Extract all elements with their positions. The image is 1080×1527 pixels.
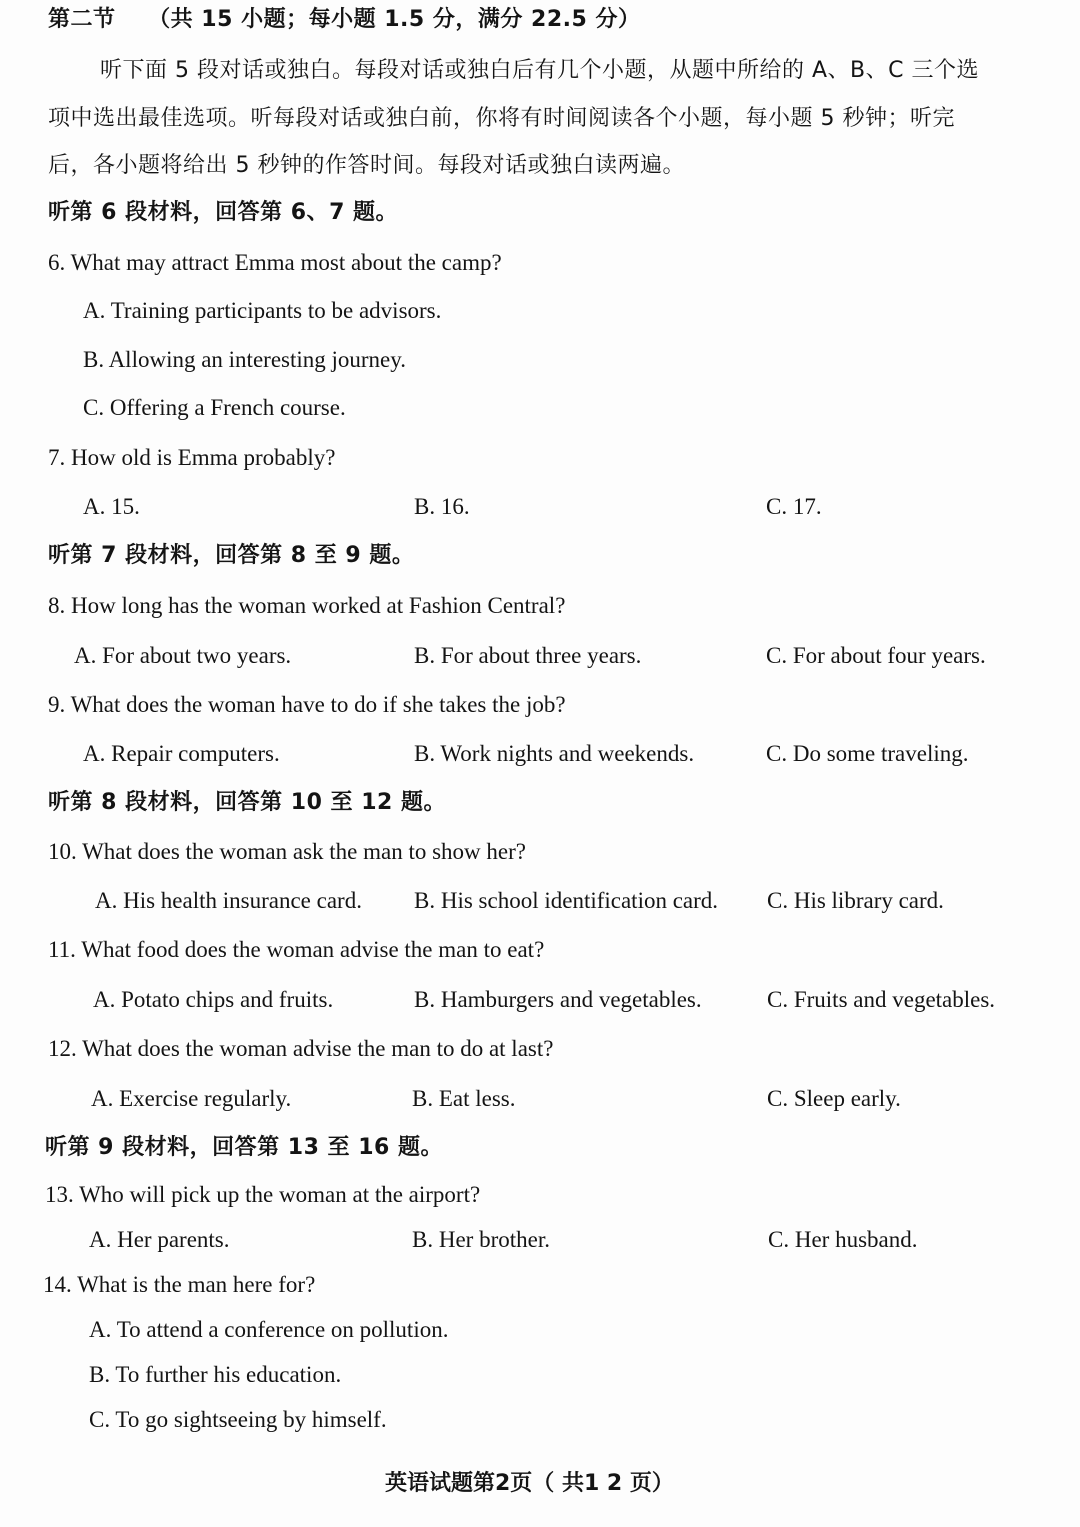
question-6-option-b: B. Allowing an interesting journey. [83, 347, 407, 372]
question-7-option-c: C. 17. [766, 494, 822, 519]
question-10-option-c: C. His library card. [767, 888, 944, 913]
group-intro-6: 听第 6 段材料，回答第 6、7 题。 [48, 200, 399, 225]
group-intro-8: 听第 8 段材料，回答第 10 至 12 题。 [48, 790, 446, 815]
question-6-option-c: C. Offering a French course. [83, 395, 346, 420]
question-13-option-b: B. Her brother. [412, 1227, 550, 1252]
group-intro-7: 听第 7 段材料，回答第 8 至 9 题。 [48, 543, 415, 568]
question-9-option-a: A. Repair computers. [83, 741, 280, 766]
question-12-option-b: B. Eat less. [412, 1086, 516, 1111]
question-12-option-a: A. Exercise regularly. [91, 1086, 292, 1111]
question-10-stem: 10. What does the woman ask the man to show her? [48, 839, 526, 864]
question-14-option-b: B. To further his education. [89, 1362, 342, 1387]
question-8-option-b: B. For about three years. [414, 643, 642, 668]
question-9-option-c: C. Do some traveling. [766, 741, 969, 766]
question-14-stem: 14. What is the man here for? [43, 1272, 316, 1297]
question-14-option-c: C. To go sightseeing by himself. [89, 1407, 387, 1432]
question-8-stem: 8. How long has the woman worked at Fashion Central? [48, 593, 566, 618]
section-heading: 第二节 （共 15 小题；每小题 1.5 分，满分 22.5 分） [48, 7, 641, 32]
question-12-stem: 12. What does the woman advise the man to do at last? [48, 1036, 554, 1061]
question-13-option-c: C. Her husband. [768, 1227, 918, 1252]
question-12-option-c: C. Sleep early. [767, 1086, 901, 1111]
question-11-option-c: C. Fruits and vegetables. [767, 987, 996, 1012]
group-intro-9: 听第 9 段材料，回答第 13 至 16 题。 [45, 1135, 443, 1160]
question-7-stem: 7. How old is Emma probably? [48, 445, 336, 470]
question-7-option-b: B. 16. [414, 494, 470, 519]
question-8-option-a: A. For about two years. [74, 643, 292, 668]
question-11-stem: 11. What food does the woman advise the man to eat? [48, 937, 545, 962]
question-9-option-b: B. Work nights and weekends. [414, 741, 695, 766]
question-6-option-a: A. Training participants to be advisors. [83, 298, 442, 323]
question-13-stem: 13. Who will pick up the woman at the airport? [45, 1182, 481, 1207]
question-10-option-a: A. His health insurance card. [95, 888, 362, 913]
page-footer: 英语试题第2页（ 共1 2 页） [385, 1471, 674, 1496]
question-13-option-a: A. Her parents. [89, 1227, 230, 1252]
question-7-option-a: A. 15. [83, 494, 140, 519]
question-14-option-a: A. To attend a conference on pollution. [89, 1317, 449, 1342]
question-6-stem: 6. What may attract Emma most about the camp? [48, 250, 502, 275]
question-9-stem: 9. What does the woman have to do if she takes the job? [48, 692, 566, 717]
instruction-line-2: 项中选出最佳选项。听每段对话或独白前，你将有时间阅读各个小题，每小题 5 秒钟；听完 [48, 106, 955, 131]
question-11-option-b: B. Hamburgers and vegetables. [414, 987, 702, 1012]
question-8-option-c: C. For about four years. [766, 643, 986, 668]
instruction-line-3: 后，各小题将给出 5 秒钟的作答时间。每段对话或独白读两遍。 [48, 153, 685, 178]
question-11-option-a: A. Potato chips and fruits. [93, 987, 334, 1012]
instruction-line-1: 听下面 5 段对话或独白。每段对话或独白后有几个小题，从题中所给的 A、B、C 三个选 [100, 58, 979, 83]
question-10-option-b: B. His school identification card. [414, 888, 719, 913]
